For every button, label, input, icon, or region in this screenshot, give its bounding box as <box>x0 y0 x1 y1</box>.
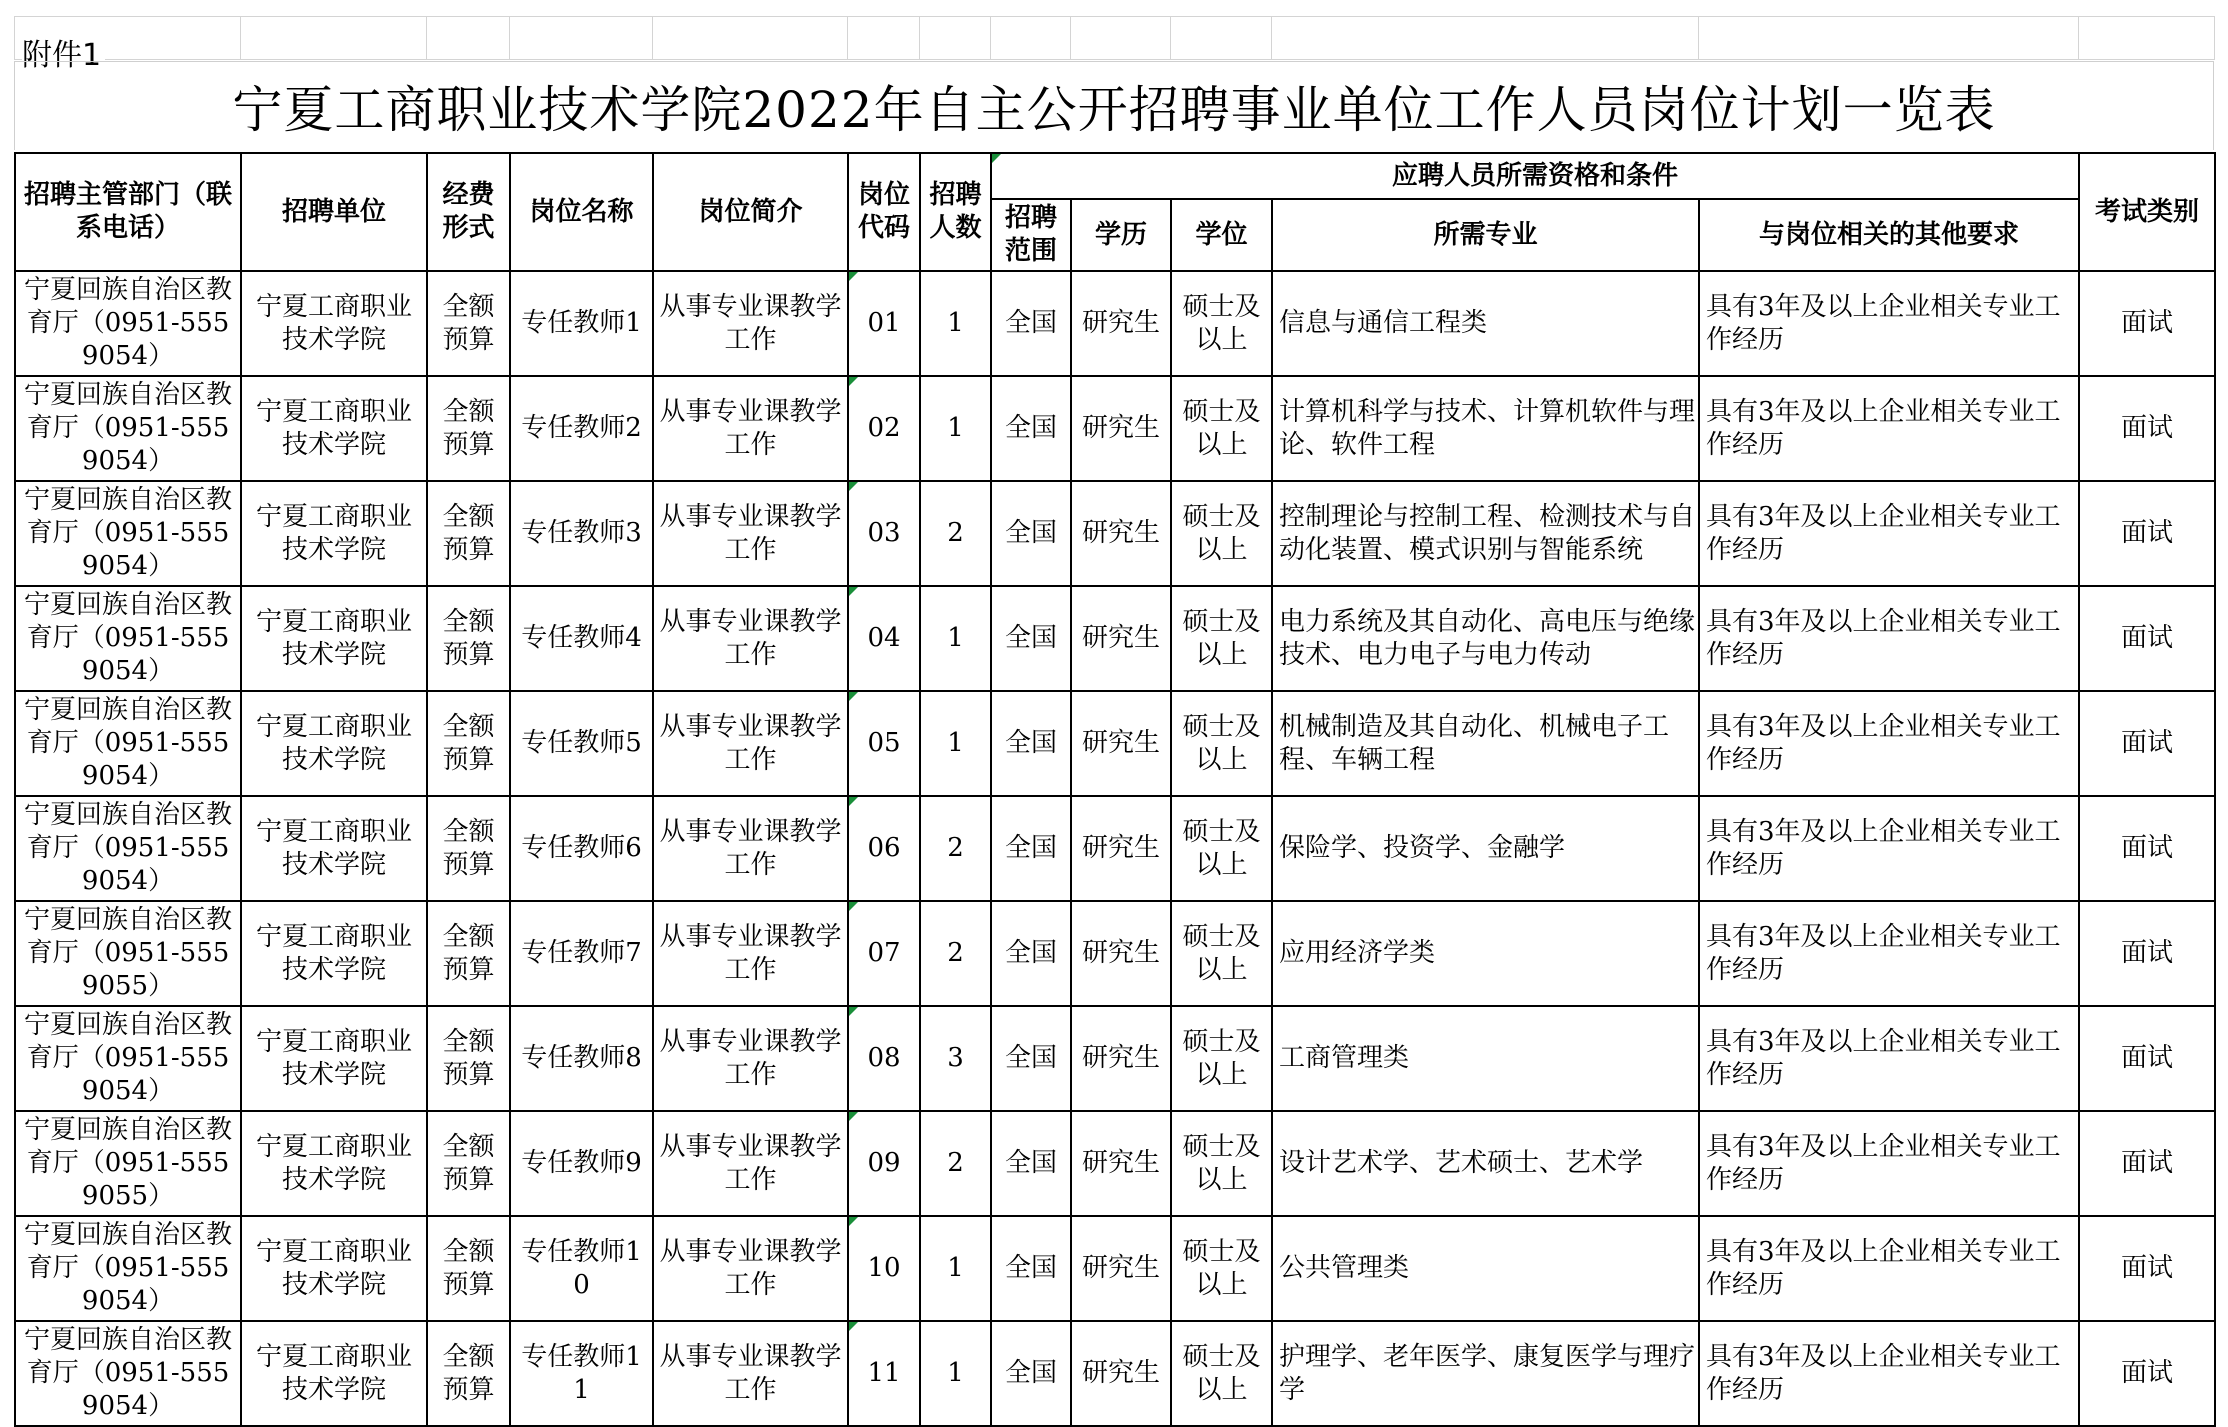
cell-dept: 宁夏回族自治区教育厅（0951-5559054） <box>15 1006 241 1111</box>
cell-hire-count: 1 <box>920 1321 991 1426</box>
cell-post-name: 专任教师3 <box>510 481 653 586</box>
header-degree: 学位 <box>1171 199 1272 271</box>
cell-funding: 全额预算 <box>427 376 510 481</box>
cell-exam-type: 面试 <box>2079 796 2215 901</box>
cell-exam-type: 面试 <box>2079 271 2215 376</box>
cell-post-code: 05 <box>848 691 920 796</box>
cell-major: 机械制造及其自动化、机械电子工程、车辆工程 <box>1272 691 1699 796</box>
cell-other-req: 具有3年及以上企业相关专业工作经历 <box>1699 691 2079 796</box>
cell-unit: 宁夏工商职业技术学院 <box>241 1321 427 1426</box>
cell-post-name: 专任教师7 <box>510 901 653 1006</box>
cell-exam-type: 面试 <box>2079 1321 2215 1426</box>
cell-major: 应用经济学类 <box>1272 901 1699 1006</box>
cell-hire-count: 2 <box>920 901 991 1006</box>
cell-post-name: 专任教师10 <box>510 1216 653 1321</box>
cell-degree: 硕士及以上 <box>1171 1321 1272 1426</box>
cell-education: 研究生 <box>1071 1006 1171 1111</box>
cell-education: 研究生 <box>1071 586 1171 691</box>
cell-post-name: 专任教师8 <box>510 1006 653 1111</box>
cell-major: 公共管理类 <box>1272 1216 1699 1321</box>
attachment-label: 附件1 <box>22 30 105 74</box>
cell-hire-count: 2 <box>920 1111 991 1216</box>
cell-hire-count: 1 <box>920 376 991 481</box>
cell-major: 计算机科学与技术、计算机软件与理论、软件工程 <box>1272 376 1699 481</box>
cell-hire-count: 1 <box>920 586 991 691</box>
cell-funding: 全额预算 <box>427 901 510 1006</box>
cell-degree: 硕士及以上 <box>1171 481 1272 586</box>
cell-education: 研究生 <box>1071 481 1171 586</box>
cell-funding: 全额预算 <box>427 481 510 586</box>
header-funding: 经费形式 <box>427 153 510 271</box>
cell-funding: 全额预算 <box>427 691 510 796</box>
header-scope: 招聘范围 <box>991 199 1071 271</box>
cell-post-name: 专任教师5 <box>510 691 653 796</box>
table-row <box>15 1006 2215 1111</box>
cell-post-intro: 从事专业课教学工作 <box>653 1006 848 1111</box>
cell-major: 电力系统及其自动化、高电压与绝缘技术、电力电子与电力传动 <box>1272 586 1699 691</box>
cell-post-name: 专任教师9 <box>510 1111 653 1216</box>
cell-post-code: 07 <box>848 901 920 1006</box>
cell-dept: 宁夏回族自治区教育厅（0951-5559054） <box>15 271 241 376</box>
cell-degree: 硕士及以上 <box>1171 376 1272 481</box>
cell-exam-type: 面试 <box>2079 586 2215 691</box>
cell-dept: 宁夏回族自治区教育厅（0951-5559055） <box>15 901 241 1006</box>
cell-other-req: 具有3年及以上企业相关专业工作经历 <box>1699 1111 2079 1216</box>
cell-degree: 硕士及以上 <box>1171 271 1272 376</box>
cell-post-code: 06 <box>848 796 920 901</box>
table-row <box>15 1321 2215 1426</box>
cell-funding: 全额预算 <box>427 1321 510 1426</box>
cell-education: 研究生 <box>1071 901 1171 1006</box>
cell-post-code: 04 <box>848 586 920 691</box>
cell-dept: 宁夏回族自治区教育厅（0951-5559054） <box>15 586 241 691</box>
cell-funding: 全额预算 <box>427 1006 510 1111</box>
table-body <box>15 271 2215 1426</box>
cell-exam-type: 面试 <box>2079 1216 2215 1321</box>
cell-other-req: 具有3年及以上企业相关专业工作经历 <box>1699 586 2079 691</box>
cell-degree: 硕士及以上 <box>1171 1111 1272 1216</box>
cell-education: 研究生 <box>1071 691 1171 796</box>
cell-post-code: 02 <box>848 376 920 481</box>
cell-post-intro: 从事专业课教学工作 <box>653 376 848 481</box>
cell-scope: 全国 <box>991 1216 1071 1321</box>
cell-dept: 宁夏回族自治区教育厅（0951-5559054） <box>15 796 241 901</box>
header-post-name: 岗位名称 <box>510 153 653 271</box>
cell-post-code: 01 <box>848 271 920 376</box>
cell-scope: 全国 <box>991 796 1071 901</box>
cell-post-name: 专任教师11 <box>510 1321 653 1426</box>
cell-unit: 宁夏工商职业技术学院 <box>241 271 427 376</box>
cell-unit: 宁夏工商职业技术学院 <box>241 691 427 796</box>
cell-scope: 全国 <box>991 271 1071 376</box>
cell-exam-type: 面试 <box>2079 691 2215 796</box>
cell-dept: 宁夏回族自治区教育厅（0951-5559054） <box>15 1216 241 1321</box>
cell-funding: 全额预算 <box>427 796 510 901</box>
cell-dept: 宁夏回族自治区教育厅（0951-5559054） <box>15 481 241 586</box>
cell-education: 研究生 <box>1071 1321 1171 1426</box>
cell-education: 研究生 <box>1071 376 1171 481</box>
cell-dept: 宁夏回族自治区教育厅（0951-5559054） <box>15 1321 241 1426</box>
cell-exam-type: 面试 <box>2079 481 2215 586</box>
cell-unit: 宁夏工商职业技术学院 <box>241 481 427 586</box>
table-row <box>15 901 2215 1006</box>
cell-major: 护理学、老年医学、康复医学与理疗学 <box>1272 1321 1699 1426</box>
cell-post-intro: 从事专业课教学工作 <box>653 1216 848 1321</box>
header-exam-type: 考试类别 <box>2079 153 2215 271</box>
cell-post-code: 08 <box>848 1006 920 1111</box>
cell-post-intro: 从事专业课教学工作 <box>653 901 848 1006</box>
header-post-code: 岗位代码 <box>848 153 920 271</box>
cell-other-req: 具有3年及以上企业相关专业工作经历 <box>1699 1006 2079 1111</box>
cell-post-intro: 从事专业课教学工作 <box>653 1111 848 1216</box>
cell-dept: 宁夏回族自治区教育厅（0951-5559055） <box>15 1111 241 1216</box>
cell-degree: 硕士及以上 <box>1171 586 1272 691</box>
cell-post-name: 专任教师4 <box>510 586 653 691</box>
table-row <box>15 1216 2215 1321</box>
table-row <box>15 1111 2215 1216</box>
cell-unit: 宁夏工商职业技术学院 <box>241 901 427 1006</box>
cell-post-intro: 从事专业课教学工作 <box>653 1321 848 1426</box>
cell-funding: 全额预算 <box>427 1216 510 1321</box>
cell-scope: 全国 <box>991 691 1071 796</box>
cell-dept: 宁夏回族自治区教育厅（0951-5559054） <box>15 691 241 796</box>
cell-degree: 硕士及以上 <box>1171 691 1272 796</box>
cell-other-req: 具有3年及以上企业相关专业工作经历 <box>1699 796 2079 901</box>
cell-hire-count: 3 <box>920 1006 991 1111</box>
cell-post-name: 专任教师6 <box>510 796 653 901</box>
cell-post-intro: 从事专业课教学工作 <box>653 271 848 376</box>
cell-hire-count: 2 <box>920 481 991 586</box>
cell-unit: 宁夏工商职业技术学院 <box>241 376 427 481</box>
cell-scope: 全国 <box>991 481 1071 586</box>
cell-degree: 硕士及以上 <box>1171 1006 1272 1111</box>
cell-unit: 宁夏工商职业技术学院 <box>241 1111 427 1216</box>
cell-unit: 宁夏工商职业技术学院 <box>241 586 427 691</box>
cell-scope: 全国 <box>991 901 1071 1006</box>
cell-hire-count: 1 <box>920 1216 991 1321</box>
cell-major: 工商管理类 <box>1272 1006 1699 1111</box>
cell-education: 研究生 <box>1071 1216 1171 1321</box>
cell-scope: 全国 <box>991 1111 1071 1216</box>
table-row <box>15 271 2215 376</box>
cell-other-req: 具有3年及以上企业相关专业工作经历 <box>1699 271 2079 376</box>
cell-scope: 全国 <box>991 1321 1071 1426</box>
cell-major: 设计艺术学、艺术硕士、艺术学 <box>1272 1111 1699 1216</box>
header-other-req: 与岗位相关的其他要求 <box>1699 199 2079 271</box>
table-row <box>15 481 2215 586</box>
cell-major: 控制理论与控制工程、检测技术与自动化装置、模式识别与智能系统 <box>1272 481 1699 586</box>
cell-post-intro: 从事专业课教学工作 <box>653 481 848 586</box>
cell-scope: 全国 <box>991 586 1071 691</box>
cell-degree: 硕士及以上 <box>1171 1216 1272 1321</box>
cell-unit: 宁夏工商职业技术学院 <box>241 1216 427 1321</box>
recruitment-table <box>14 152 2216 1427</box>
cell-post-code: 10 <box>848 1216 920 1321</box>
cell-other-req: 具有3年及以上企业相关专业工作经历 <box>1699 1216 2079 1321</box>
cell-dept: 宁夏回族自治区教育厅（0951-5559054） <box>15 376 241 481</box>
cell-major: 信息与通信工程类 <box>1272 271 1699 376</box>
cell-post-name: 专任教师1 <box>510 271 653 376</box>
page-title: 宁夏工商职业技术学院2022年自主公开招聘事业单位工作人员岗位计划一览表 <box>14 61 2214 150</box>
cell-post-code: 03 <box>848 481 920 586</box>
cell-education: 研究生 <box>1071 1111 1171 1216</box>
cell-hire-count: 1 <box>920 691 991 796</box>
table-row <box>15 691 2215 796</box>
header-major: 所需专业 <box>1272 199 1699 271</box>
table-row <box>15 796 2215 901</box>
header-unit: 招聘单位 <box>241 153 427 271</box>
cell-other-req: 具有3年及以上企业相关专业工作经历 <box>1699 376 2079 481</box>
cell-post-name: 专任教师2 <box>510 376 653 481</box>
cell-scope: 全国 <box>991 1006 1071 1111</box>
header-hire-count: 招聘人数 <box>920 153 991 271</box>
table-row <box>15 586 2215 691</box>
header-qualifications-group: 应聘人员所需资格和条件 <box>991 153 2079 199</box>
table-row <box>15 376 2215 481</box>
cell-scope: 全国 <box>991 376 1071 481</box>
cell-exam-type: 面试 <box>2079 1006 2215 1111</box>
cell-unit: 宁夏工商职业技术学院 <box>241 796 427 901</box>
cell-degree: 硕士及以上 <box>1171 796 1272 901</box>
cell-funding: 全额预算 <box>427 586 510 691</box>
cell-other-req: 具有3年及以上企业相关专业工作经历 <box>1699 901 2079 1006</box>
cell-exam-type: 面试 <box>2079 376 2215 481</box>
header-post-intro: 岗位简介 <box>653 153 848 271</box>
cell-education: 研究生 <box>1071 796 1171 901</box>
cell-degree: 硕士及以上 <box>1171 901 1272 1006</box>
cell-post-code: 09 <box>848 1111 920 1216</box>
cell-unit: 宁夏工商职业技术学院 <box>241 1006 427 1111</box>
cell-other-req: 具有3年及以上企业相关专业工作经历 <box>1699 481 2079 586</box>
header-dept: 招聘主管部门（联系电话） <box>15 153 241 271</box>
cell-post-intro: 从事专业课教学工作 <box>653 796 848 901</box>
cell-hire-count: 2 <box>920 796 991 901</box>
cell-post-intro: 从事专业课教学工作 <box>653 691 848 796</box>
cell-funding: 全额预算 <box>427 271 510 376</box>
sheet-gridline-strip <box>14 16 2215 60</box>
cell-funding: 全额预算 <box>427 1111 510 1216</box>
header-education: 学历 <box>1071 199 1171 271</box>
cell-hire-count: 1 <box>920 271 991 376</box>
cell-post-code: 11 <box>848 1321 920 1426</box>
cell-exam-type: 面试 <box>2079 901 2215 1006</box>
cell-education: 研究生 <box>1071 271 1171 376</box>
cell-exam-type: 面试 <box>2079 1111 2215 1216</box>
cell-major: 保险学、投资学、金融学 <box>1272 796 1699 901</box>
cell-other-req: 具有3年及以上企业相关专业工作经历 <box>1699 1321 2079 1426</box>
cell-post-intro: 从事专业课教学工作 <box>653 586 848 691</box>
